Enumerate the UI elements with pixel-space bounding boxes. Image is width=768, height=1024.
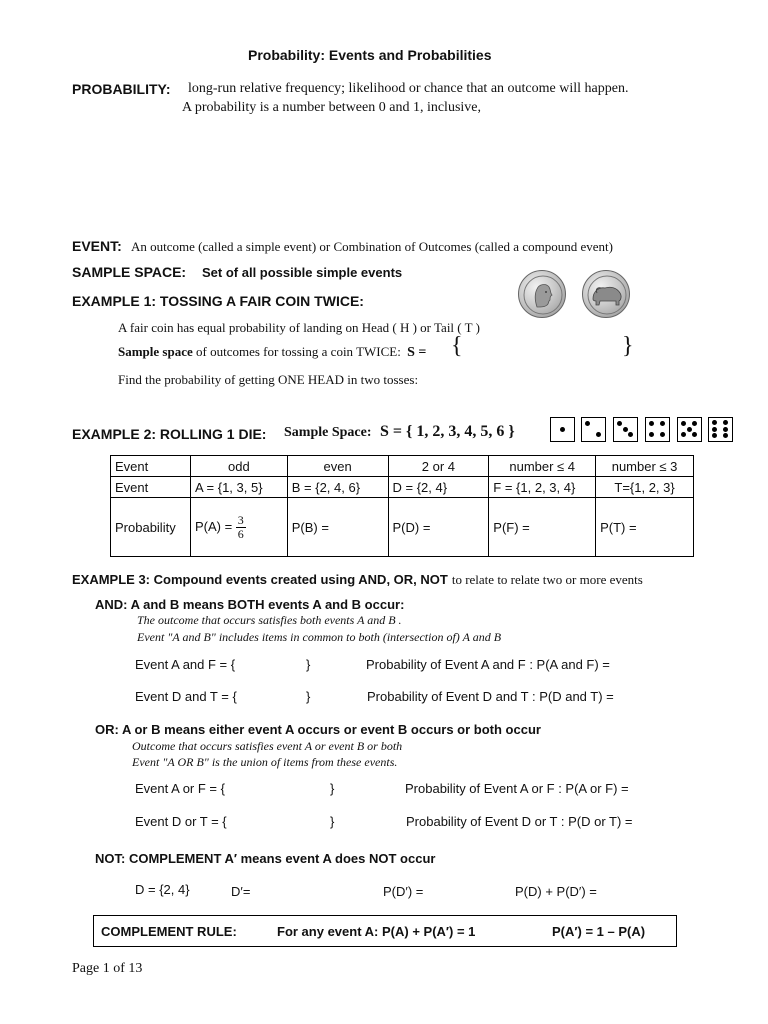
table-cell: P(D) = <box>388 498 489 557</box>
table-cell: D = {2, 4} <box>388 477 489 498</box>
sample-space-description: of outcomes for tossing a coin TWICE: <box>196 344 401 359</box>
and-event-af: Event A and F = { <box>135 657 236 672</box>
and-event-dt-close: } <box>306 689 311 704</box>
die-face-6-icon <box>708 417 733 442</box>
or-event-af: Event A or F = { <box>135 781 225 796</box>
table-cell: Probability <box>111 498 191 557</box>
example2-heading: EXAMPLE 2: ROLLING 1 DIE: <box>72 426 267 442</box>
table-cell: F = {1, 2, 3, 4} <box>489 477 596 498</box>
and-prob-af: Probability of Event A and F : P(A and F) = <box>366 657 610 672</box>
table-cell: T={1, 2, 3} <box>596 477 694 498</box>
die-face-2-icon <box>581 417 606 442</box>
not-d-prime: D′= <box>231 884 251 899</box>
example2-sample-set: S = { 1, 2, 3, 4, 5, 6 } <box>380 423 515 440</box>
table-cell: B = {2, 4, 6} <box>287 477 388 498</box>
example1-fair-coin-text: A fair coin has equal probability of landing on Head ( H ) or Tail ( T ) <box>118 320 480 335</box>
complement-rule-text: For any event A: P(A) + P(A′) = 1 <box>277 924 476 939</box>
or-prob-dt: Probability of Event D or T : P(D or T) = <box>406 814 633 829</box>
event-definition: An outcome (called a simple event) or Combination of Outcomes (called a compound event) <box>131 239 613 254</box>
die-face-5-icon <box>677 417 702 442</box>
or-event-dt-close: } <box>330 814 335 829</box>
pa-label: P(A) = <box>194 518 233 534</box>
table-cell: 2 or 4 <box>388 456 489 477</box>
not-sum: P(D) + P(D′) = <box>515 884 597 899</box>
table-row <box>111 498 694 557</box>
die-face-1-icon <box>550 417 575 442</box>
example3-heading-bold: EXAMPLE 3: Compound events created using AND, OR, NOT <box>72 572 448 587</box>
example1-sample-space-line <box>118 344 426 361</box>
table-cell-pa <box>190 498 287 557</box>
sample-space-definition: Set of all possible simple events <box>202 265 403 280</box>
not-d-set: D = {2, 4} <box>135 882 190 897</box>
or-event-af-close: } <box>330 781 335 796</box>
sample-space-label: SAMPLE SPACE: <box>72 264 187 280</box>
and-event-dt: Event D and T = { <box>135 689 237 704</box>
example1-question: Find the probability of getting ONE HEAD in two tosses: <box>118 372 419 387</box>
probability-range-note: A probability is a number between 0 and 1, inclusive, <box>182 100 481 115</box>
table-cell: number ≤ 4 <box>489 456 596 477</box>
table-cell: even <box>287 456 388 477</box>
table-cell: P(F) = <box>489 498 596 557</box>
complement-rule-box <box>93 915 677 947</box>
coin-tails-icon <box>582 270 630 318</box>
table-cell: P(B) = <box>287 498 388 557</box>
table-row <box>111 477 694 498</box>
example2-sample-label: Sample Space: <box>284 425 372 440</box>
example3-heading-rest: to relate to relate two or more events <box>451 572 643 587</box>
and-event-af-close: } <box>306 657 311 672</box>
and-note-1: The outcome that occurs satisfies both events A and B . <box>137 613 402 627</box>
or-prob-af: Probability of Event A or F : P(A or F) = <box>405 781 629 796</box>
example3-heading <box>72 571 643 589</box>
table-cell: Event <box>111 477 191 498</box>
complement-rule-formula: P(A′) = 1 – P(A) <box>552 924 646 939</box>
page-number: Page 1 of 13 <box>72 961 143 976</box>
sample-space-open-brace: { <box>451 333 463 359</box>
table-cell: P(T) = <box>596 498 694 557</box>
and-heading: AND: A and B means BOTH events A and B occur: <box>95 597 405 612</box>
not-p-d-prime: P(D′) = <box>383 884 424 899</box>
and-note-2: Event "A and B" includes items in common to both (intersection of) A and B <box>137 630 502 644</box>
or-note-1: Outcome that occurs satisfies event A or event B or both <box>132 739 403 753</box>
and-prob-dt: Probability of Event D and T : P(D and T) = <box>367 689 614 704</box>
table-cell: number ≤ 3 <box>596 456 694 477</box>
table-cell: Event <box>111 456 191 477</box>
table-cell: odd <box>190 456 287 477</box>
or-note-2: Event "A OR B" is the union of items from these events. <box>132 755 398 769</box>
event-label: EVENT: <box>72 238 122 254</box>
not-heading: NOT: COMPLEMENT A′ means event A does NOT occur <box>95 851 436 866</box>
table-row <box>111 456 694 477</box>
complement-rule-label: COMPLEMENT RULE: <box>101 924 237 939</box>
die-face-3-icon <box>613 417 638 442</box>
pa-fraction <box>236 514 246 541</box>
probability-definition: long-run relative frequency; likelihood or chance that an outcome will happen. <box>188 81 629 96</box>
or-heading: OR: A or B means either event A occurs or event B occurs or both occur <box>95 722 541 737</box>
coin-heads-icon <box>518 270 566 318</box>
die-events-table <box>110 455 694 557</box>
die-face-4-icon <box>645 417 670 442</box>
probability-label: PROBABILITY: <box>72 81 171 97</box>
sample-space-close-brace: } <box>622 333 634 359</box>
pa-numerator: 3 <box>237 512 244 527</box>
table-cell: A = {1, 3, 5} <box>190 477 287 498</box>
page-title: Probability: Events and Probabilities <box>248 47 492 63</box>
example1-heading: EXAMPLE 1: TOSSING A FAIR COIN TWICE: <box>72 293 364 309</box>
sample-space-s-equals: S = <box>407 345 427 360</box>
or-event-dt: Event D or T = { <box>135 814 227 829</box>
sample-space-term: Sample space <box>118 344 193 359</box>
pa-denominator: 6 <box>237 526 244 541</box>
